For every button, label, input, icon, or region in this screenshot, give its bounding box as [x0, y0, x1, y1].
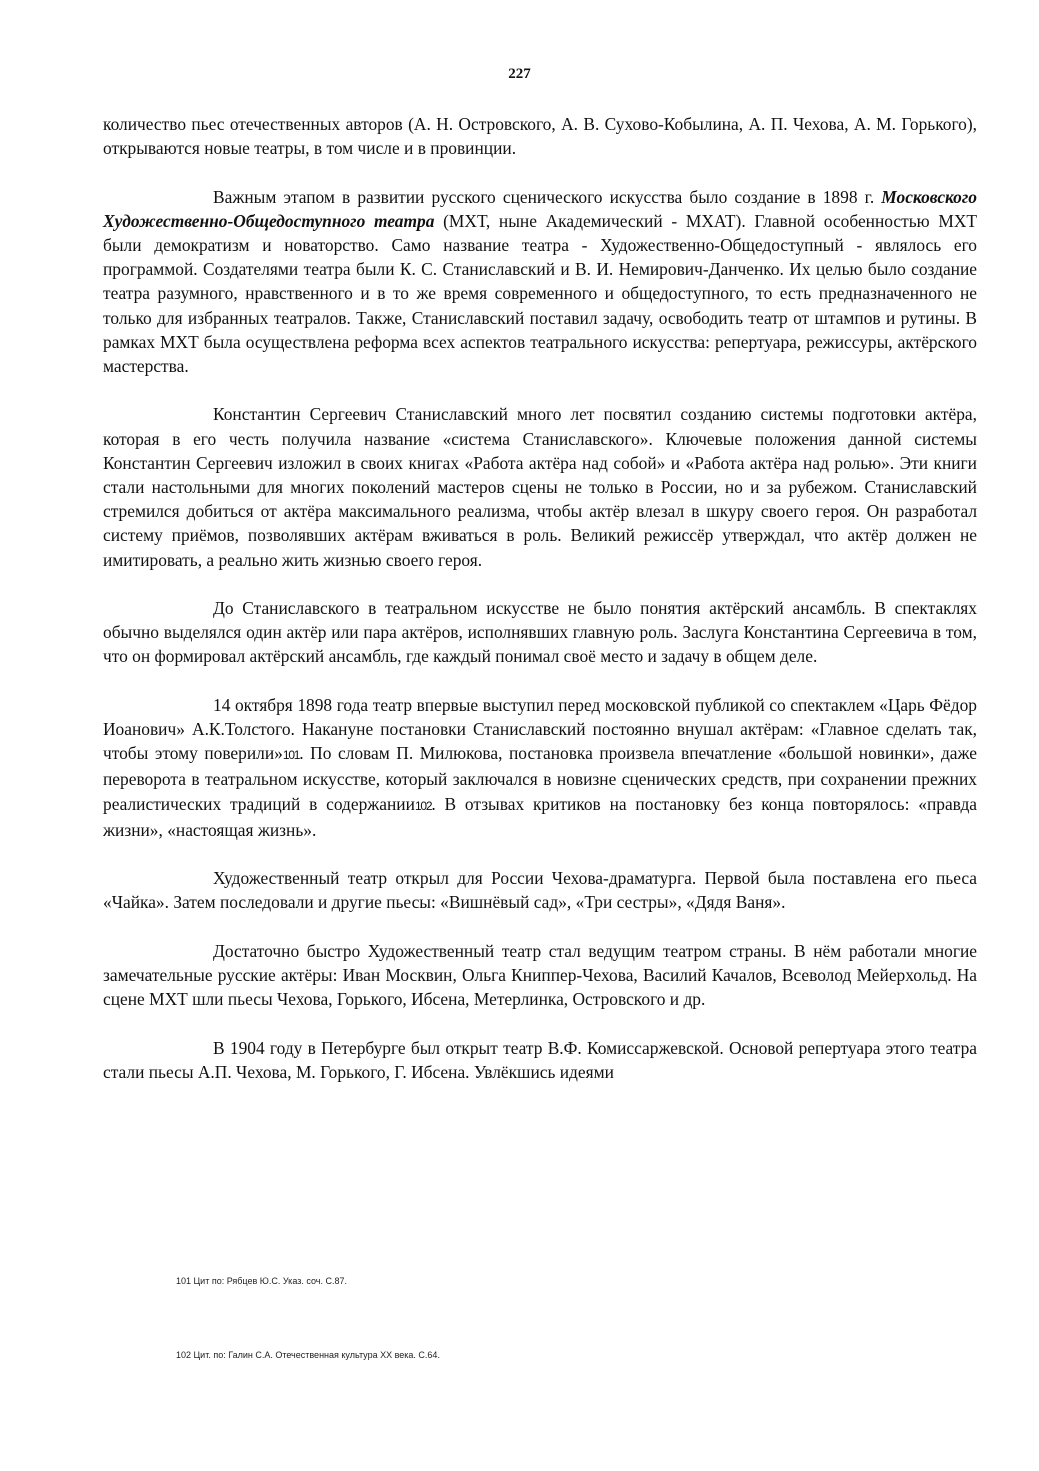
paragraph-3: Константин Сергеевич Станиславский много лет посвятил созданию системы подготовки актёра, которая в его честь получила название «система Станиславского». Ключевые положения данной системы Константин Сергеевич изложил в своих книгах «Работа актёра над собой» и «Работа актёра над ролью». Эти книги стали настольными для многих поколений мастеров сцены не только в России, но и за рубежом. Станиславский стремился добиться от актёра максимального реализма, чтобы актёр влезал в шкуру своего героя. Он разработал систему приёмов, позволявших актёрам вживаться в роль. Великий режиссёр утверждал, что актёр должен не имитировать, а реально жить жизнью своего героя.: [103, 404, 977, 570]
theatre-name-emphasis: Московского Художественно-Общедоступного театра: [103, 186, 977, 231]
paragraph-5-text-2: . По словам П. Милюкова, постановка произвела впечатление «большой новинки», даже переворота в театральном искусстве, который заключался в новизне сценических средств, при сохранении прежних реалистических традиций в содержании: [103, 743, 978, 814]
paragraph-5: [103, 693, 977, 842]
footnote-ref-101[interactable]: 101: [282, 748, 300, 763]
paragraph-5-text-1: 14 октября 1898 года театр впервые выступил перед московской публикой со спектаклем «Царь Фёдор Иоанович» А.К.Толстого. Накануне постановки Станиславский постоянно внушал актёрам: «Главное сделать так, чтобы этому поверили»: [103, 694, 977, 764]
paragraph-4: До Станиславского в театральном искусстве не было понятия актёрский ансамбль. В спектаклях обычно выделялся один актёр или пара актёров, исполнявших главную роль. Заслуга Константина Сергеевича в том, что он формировал актёрский ансамбль, где каждый понимал своё место и задачу в общем деле.: [103, 598, 977, 667]
footnote-ref-102[interactable]: 102: [414, 798, 432, 813]
main-text: [103, 112, 977, 1108]
paragraph-5-text-3: . В отзывах критиков на постановку без конца повторялось: «правда жизни», «настоящая жизнь».: [103, 793, 978, 840]
paragraph-2-text-after: (МХТ, ныне Академический - МХАТ). Главной особенностью МХТ были демократизм и новаторство. Само название театра - Художественно-Общедоступный - являлось его программой. Создателями театра были К. С. Станиславский и В. И. Немирович-Данченко. Их целью было создание театра разумного, нравственного и в то же время современного и общедоступного, то есть предназначенного не только для избранных театралов. Также, Станиславский поставил задачу, освободить театр от штампов и рутины. В рамках МХТ была осуществлена реформа всех аспектов театрального искусства: репертуара, режиссуры, актёрского мастерства.: [103, 210, 978, 377]
paragraph-7: Достаточно быстро Художественный театр стал ведущим театром страны. В нём работали многие замечательные русские актёры: Иван Москвин, Ольга Книппер-Чехова, Василий Качалов, Всеволод Мейерхольд. На сцене МХТ шли пьесы Чехова, Горького, Ибсена, Метерлинка, Островского и др.: [103, 940, 977, 1010]
paragraph-8: В 1904 году в Петербурге был открыт театр В.Ф. Комиссаржевской. Основой репертуара этого театра стали пьесы А.П. Чехова, М. Горького, Г. Ибсена. Увлёкшись идеями: [103, 1037, 977, 1082]
page-number: 227: [508, 66, 531, 82]
paragraph-1: количество пьес отечественных авторов (А. Н. Островского, А. В. Сухово-Кобылина, А. П. Чехова, А. М. Горького), открываются новые театры, в том числе и в провинции.: [103, 114, 977, 159]
paragraph-6: Художественный театр открыл для России Чехова-драматурга. Первой была поставлена его пьеса «Чайка». Затем последовали и другие пьесы: «Вишнёвый сад», «Три сестры», «Дядя Ваня».: [103, 868, 977, 913]
footnote-101: 101 Цит по: Рябцев Ю.С. Указ. соч. С.87.: [176, 1276, 347, 1286]
footnote-102: 102 Цит. по: Галин С.А. Отечественная культура XX века. С.64.: [176, 1350, 440, 1360]
paragraph-2-text-before: Важным этапом в развитии русского сценического искусства было создание в 1898 г.: [213, 186, 882, 207]
paragraph-2: [103, 185, 977, 379]
